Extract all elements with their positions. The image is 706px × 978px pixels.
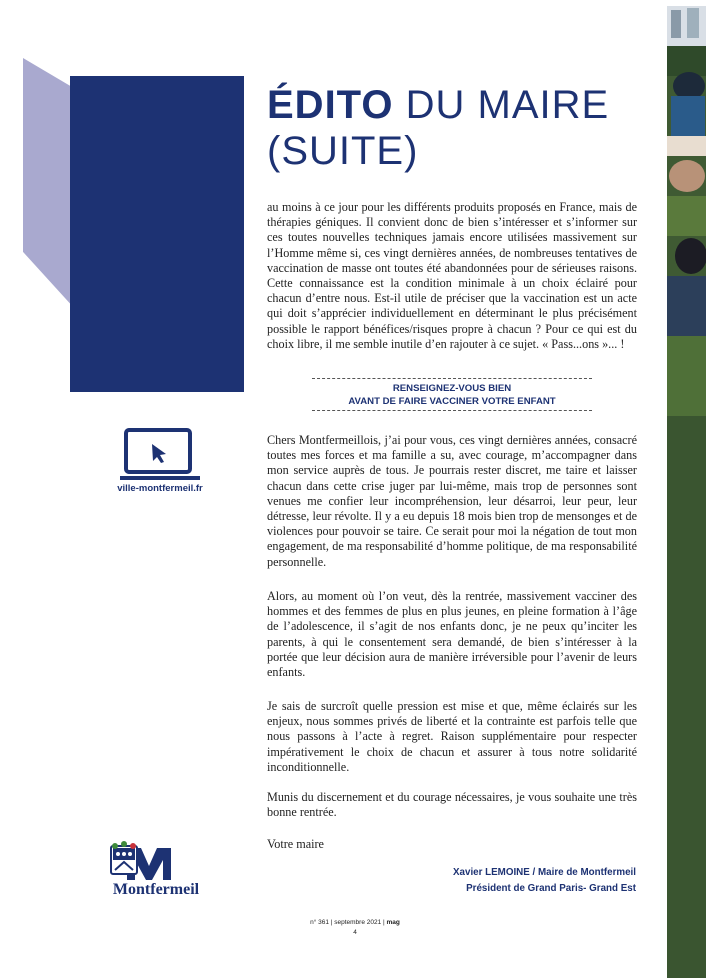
paragraph-2: Chers Montfermeillois, j’ai pour vous, ces vingt dernières années, consacré toutes mes forces et ma famille a su, avec courage, m’accompagner dans mon service auprès de tous. Je pourrais rester discret, me taire et laisser chacun dans cette crise juger par lui-même, mais trop de personnes sont venues me confier leur incompréhension, leur désarroi, leur peur, leur détresse, leur révolte. Il y a eu depuis 18 mois bien trop de mensonges et de violences pour pouvoir se taire. Ce serait pour moi la négation de tout mon engagement, de ma responsabilité d’homme politique, de ma responsabilité personnelle.	[267, 433, 637, 569]
page-footer	[300, 918, 410, 938]
signoff: Votre maire	[267, 837, 324, 851]
paragraph-5: Munis du discernement et du courage nécessaires, je vous souhaite une très bonne rentrée.	[267, 790, 637, 820]
footer-issue: n° 361 | septembre 2021 |	[310, 919, 387, 926]
title-bold: ÉDITO	[267, 83, 394, 127]
author-role-1: Maire de Montfermeil	[538, 867, 636, 878]
laptop-cursor-icon	[120, 428, 202, 482]
paragraph-3: Alors, au moment où l’on veut, dès la rentrée, massivement vacciner des hommes et des femmes de plus en plus jeunes, en pleine formation à l’âge de l’adolescence, il s’agit de nos enfants donc, je ne peux qu’inciter les parents, à qui le consentement sera demandé, de bien s’intéresser à la portée que leur décision aura de manière irréversible pour l’avenir de leurs enfants.	[267, 589, 637, 680]
author-name: Xavier LEMOINE	[453, 867, 530, 878]
photo-strip-image	[667, 6, 706, 978]
paragraph-1: au moins à ce jour pour les différents produits proposés en France, mais de thérapies géniques. Il convient donc de bien s’intéresser et s’informer sur ces toutes nouvelles techniques jamais encore utilisées massivement sur l’Homme même si, ces vingt dernières années, de nombreuses tentatives de vaccination de masse ont toutes été abandonnées pour de sérieuses raisons. Cette connaissance est la condition minimale à un choix éclairé pour chacun d’entre nous. Est-il utile de préciser que la vaccination est un acte qui doit s’apprécier individuellement en déterminant le plus précisément possible le rapport bénéfices/risques propre à chacun ? Pour ce qui est du choix libre, il me semble inutile d’en rajouter à ce sujet. « Pass...ons »... !	[267, 200, 637, 351]
highlight-heading-line2: AVANT DE FAIRE VACCINER VOTRE ENFANT	[348, 396, 556, 407]
title-rest: DU MAIRE	[393, 83, 610, 127]
photo-strip	[667, 6, 706, 978]
logo-text: Montfermeil	[112, 881, 200, 898]
title-line2: (SUITE)	[267, 129, 419, 173]
author-role-2: Président de Grand Paris- Grand Est	[466, 883, 636, 894]
decorative-navy-block	[70, 76, 244, 392]
page-number: 4	[353, 929, 357, 936]
highlight-heading	[312, 378, 592, 411]
footer-mag: mag	[386, 919, 400, 926]
paragraph-4: Je sais de surcroît quelle pression est mise et que, même éclairés sur les enjeux, nous sommes privés de liberté et la contrainte est parfois telle que nous passons à l’acte à regret. Raison supplémentaire pour respecter impérativement le choix de chacun et assurer à tous notre solidarité inconditionnelle.	[267, 699, 637, 774]
author-block	[453, 865, 636, 897]
website-link[interactable]: ville-montfermeil.fr	[117, 483, 203, 494]
page-title	[267, 82, 667, 174]
highlight-heading-line1: RENSEIGNEZ-VOUS BIEN	[392, 383, 512, 394]
author-separator: /	[532, 867, 536, 878]
